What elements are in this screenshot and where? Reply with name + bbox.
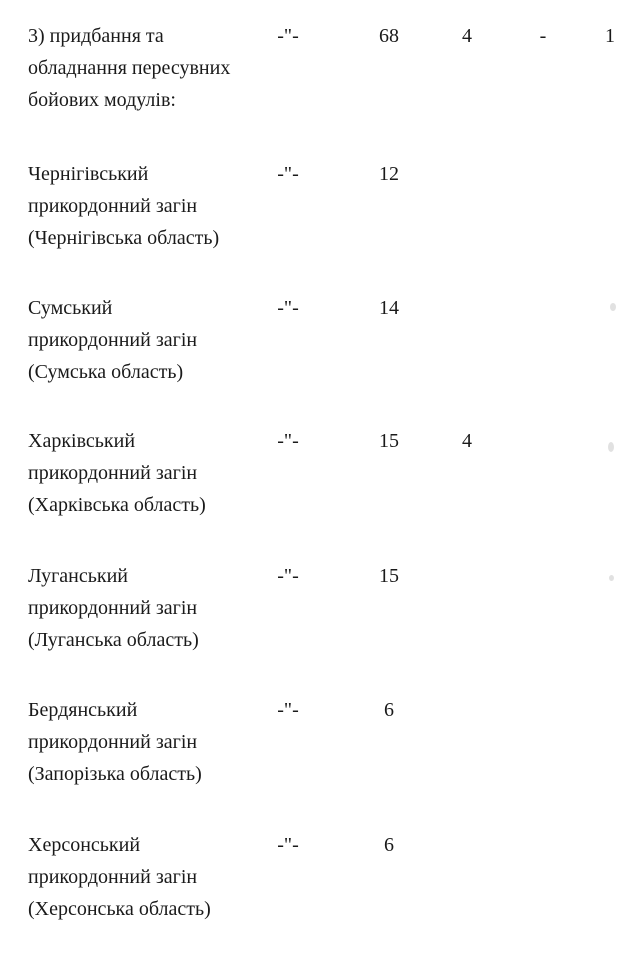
row-description <box>28 560 268 656</box>
value-cell-col1: 6 <box>384 699 394 721</box>
row-text-line: прикордонний загін <box>28 195 198 217</box>
row-description <box>28 425 268 521</box>
value-cell-col1: 15 <box>379 430 399 452</box>
ditto-cell: -"- <box>277 297 299 319</box>
value-cell-col1: 68 <box>379 25 399 47</box>
value-cell-col1: 14 <box>379 297 399 319</box>
table-row <box>0 292 634 388</box>
scan-artifact-speck <box>610 303 616 311</box>
row-description <box>28 20 268 116</box>
row-description <box>28 829 268 925</box>
value-cell-col2: 4 <box>462 430 472 452</box>
value-cell-col3: - <box>539 25 547 47</box>
value-cell-col1: 15 <box>379 565 399 587</box>
value-cell-col2: 4 <box>462 25 472 47</box>
ditto-cell: -"- <box>277 699 299 721</box>
table-row <box>0 694 634 790</box>
row-description <box>28 292 268 388</box>
row-text-line: 3) придбання та <box>28 25 164 47</box>
row-text-line: бойових модулів: <box>28 89 176 111</box>
ditto-cell: -"- <box>277 430 299 452</box>
row-text-line: прикордонний загін <box>28 597 198 619</box>
row-text-line: прикордонний загін <box>28 462 198 484</box>
row-text-line: Чернігівський <box>28 163 149 185</box>
row-text-line: Луганський <box>28 565 128 587</box>
row-text-line: (Луганська область) <box>28 629 199 651</box>
row-text-line: Херсонський <box>28 834 141 856</box>
scan-artifact-speck <box>608 442 614 452</box>
row-description <box>28 694 268 790</box>
row-text-line: Бердянський <box>28 699 138 721</box>
ditto-cell: -"- <box>277 834 299 856</box>
row-text-line: прикордонний загін <box>28 731 198 753</box>
scan-artifact-speck <box>609 575 614 581</box>
value-cell-col1: 12 <box>379 163 399 185</box>
row-text-line: (Сумська область) <box>28 361 184 383</box>
value-cell-col1: 6 <box>384 834 394 856</box>
ditto-cell: -"- <box>277 25 299 47</box>
row-text-line: (Харківська область) <box>28 494 206 516</box>
ditto-cell: -"- <box>277 565 299 587</box>
row-text-line: Сумський <box>28 297 113 319</box>
table-row <box>0 560 634 656</box>
value-cell-col4: 1 <box>605 25 615 47</box>
table-row <box>0 425 634 521</box>
table-row <box>0 158 634 254</box>
row-text-line: (Чернігівська область) <box>28 227 220 249</box>
row-text-line: (Херсонська область) <box>28 898 211 920</box>
row-text-line: прикордонний загін <box>28 329 198 351</box>
row-text-line: Харківський <box>28 430 136 452</box>
table-row <box>0 829 634 925</box>
row-text-line: обладнання пересувних <box>28 57 231 79</box>
table-row <box>0 20 634 116</box>
row-text-line: прикордонний загін <box>28 866 198 888</box>
ditto-cell: -"- <box>277 163 299 185</box>
row-text-line: (Запорізька область) <box>28 763 202 785</box>
row-description <box>28 158 268 254</box>
